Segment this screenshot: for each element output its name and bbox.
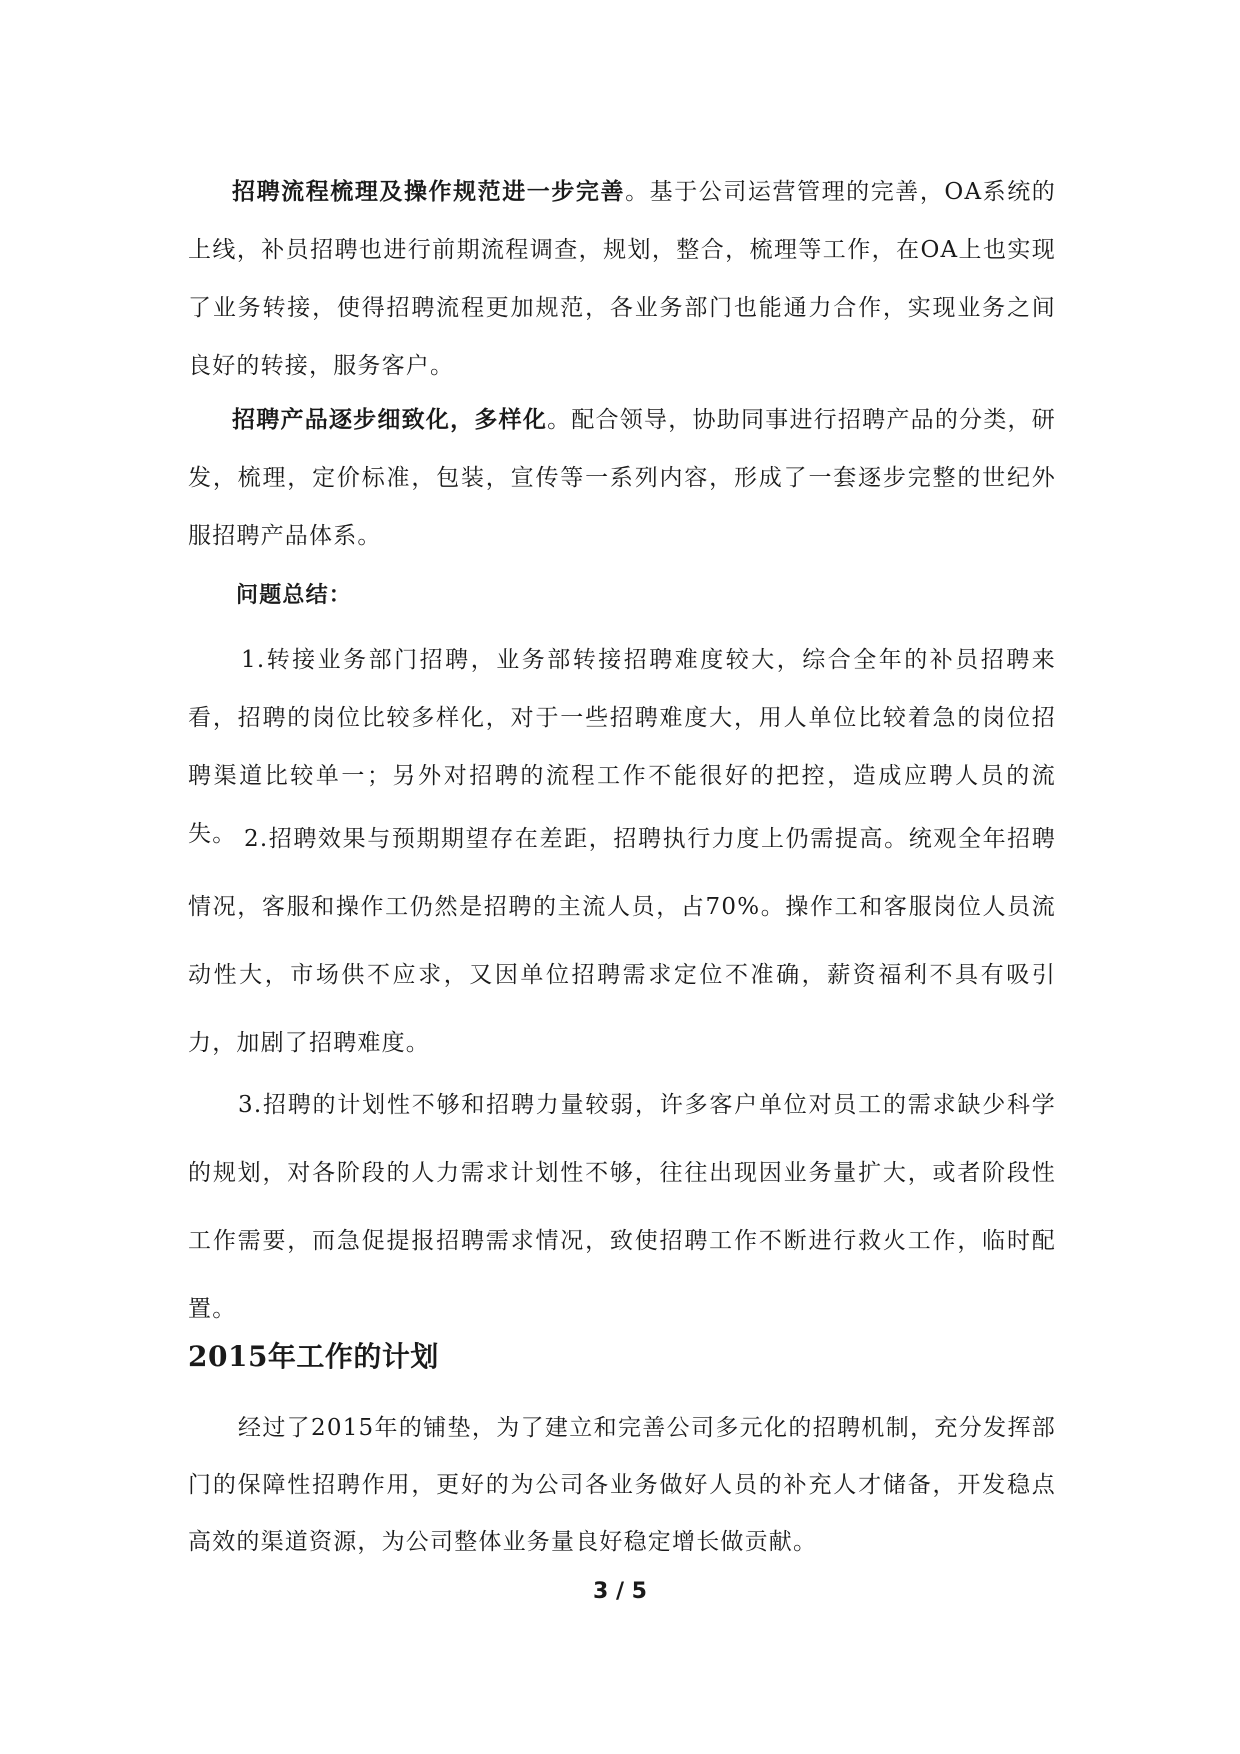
paragraph-recruitment-process — [188, 163, 1056, 395]
page-number: 3 / 5 — [593, 1579, 647, 1604]
problem-item-2: 2.招聘效果与预期期望存在差距，招聘执行力度上仍需提高。统观全年招聘情况，客服和操作工仍然是招聘的主流人员，占70%。操作工和客服岗位人员流动性大，市场供不应求，又因单位招聘需求定位不准确，薪资福利不具有吸引力，加剧了招聘难度。 — [188, 826, 1056, 1056]
problem-item-3: 3.招聘的计划性不够和招聘力量较弱，许多客户单位对员工的需求缺少科学的规划，对各阶段的人力需求计划性不够，往往出现因业务量扩大，或者阶段性工作需要，而急促提报招聘需求情况，致使招聘工作不断进行救火工作，临时配置。 — [188, 1092, 1056, 1322]
paragraph-body: 。基于公司运营管理的完善，OA系统的上线，补员招聘也进行前期流程调查，规划，整合，梳理等工作，在OA上也实现了业务转接，使得招聘流程更加规范，各业务部门也能通力合作，实现业务之间良好的转接，服务客户。 — [188, 179, 1056, 379]
problem-summary-heading: 问题总结： — [236, 582, 353, 608]
paragraph-body: 。配合领导，协助同事进行招聘产品的分类，研发，梳理，定价标准，包装，宣传等一系列内容，形成了一套逐步完整的世纪外服招聘产品体系。 — [188, 407, 1056, 549]
paragraph-recruitment-products — [188, 391, 1056, 565]
paragraph-lead: 招聘产品逐步细致化，多样化 — [232, 406, 548, 433]
problem-item-1: 1.转接业务部门招聘，业务部转接招聘难度较大，综合全年的补员招聘来看，招聘的岗位比较多样化，对于一些招聘难度大，用人单位比较着急的岗位招聘渠道比较单一；另外对招聘的流程工作不能很好的把控，造成应聘人员的流失。 — [188, 647, 1056, 847]
paragraph-plan-intro: 经过了2015年的铺垫，为了建立和完善公司多元化的招聘机制，充分发挥部门的保障性招聘作用，更好的为公司各业务做好人员的补充人才储备，开发稳点高效的渠道资源，为公司整体业务量良好稳定增长做贡献。 — [188, 1415, 1056, 1555]
paragraph-lead: 招聘流程梳理及操作规范进一步完善 — [232, 178, 626, 205]
section-title-2015-plan: 2015年工作的计划 — [188, 1340, 439, 1373]
